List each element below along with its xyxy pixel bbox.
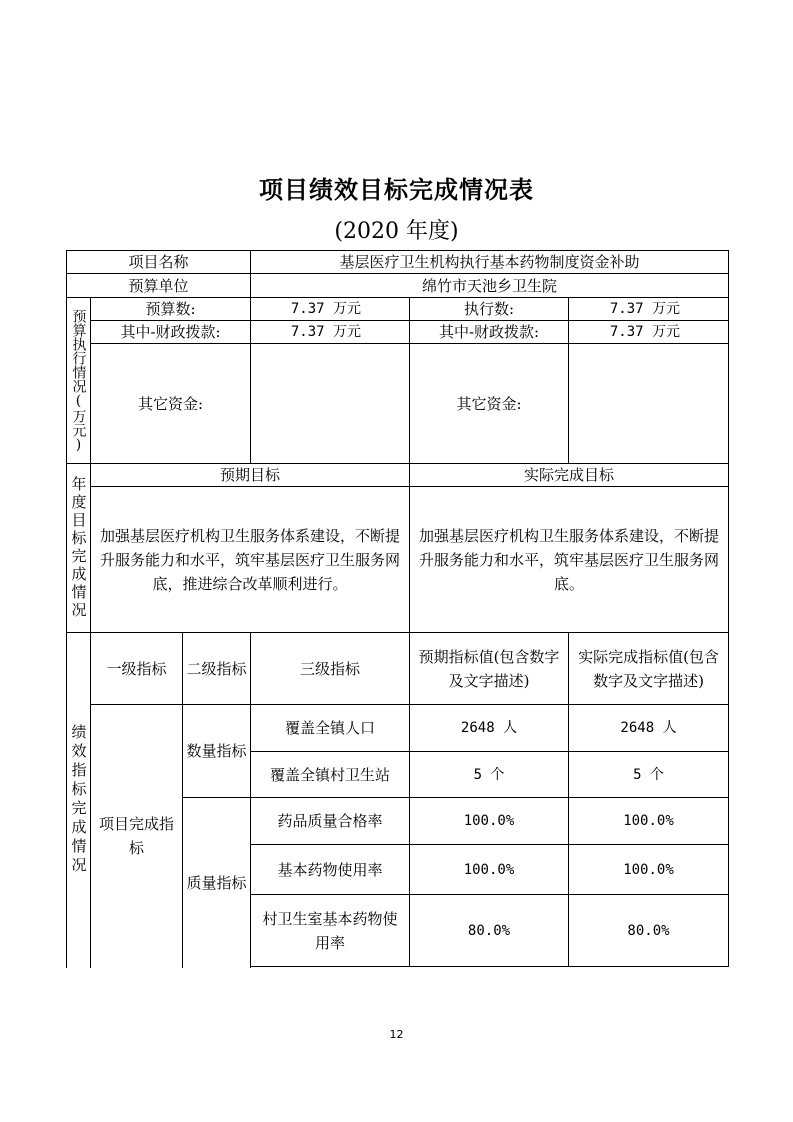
page-title: 项目绩效目标完成情况表: [259, 176, 534, 204]
header-expected: 预期指标值(包含数字及文字描述): [418, 647, 560, 690]
budget-unit-value: 绵竹市天池乡卫生院: [421, 276, 557, 295]
other-funds-label-left: 其它资金:: [137, 394, 204, 413]
fiscal-value-left: 7.37 万元: [290, 324, 361, 340]
budget-amount-value: 7.37 万元: [290, 301, 361, 317]
fiscal-label-left: 其中-财政拨款:: [120, 323, 221, 341]
actual-goal-label: 实际完成目标: [523, 466, 614, 484]
indicator-cell: 覆盖全镇村卫生站: [269, 765, 390, 784]
exec-amount-label: 执行数:: [463, 300, 515, 318]
expected-value-cell: 80.0%: [467, 922, 511, 939]
page-number: 12: [389, 1028, 404, 1041]
budget-unit-label: 预算单位: [128, 276, 189, 295]
actual-value-cell: 5 个: [633, 766, 664, 783]
grid-line: [250, 343, 251, 463]
expected-goal-text: 加强基层医疗机构卫生服务体系建设，不断提升服务能力和水平，筑牢基层医疗卫生服务网底，推进综合改革顺利进行。: [99, 526, 400, 593]
year-subtitle: (2020 年度): [334, 219, 459, 244]
actual-goal-text: 加强基层医疗机构卫生服务体系建设，不断提升服务能力和水平，筑牢基层医疗卫生服务网底。: [418, 526, 719, 593]
actual-value-cell: 2648 人: [620, 720, 677, 736]
header-actual: 实际完成指标值(包含数字及文字描述): [578, 647, 719, 690]
actual-value-cell: 80.0%: [627, 922, 670, 939]
fiscal-value-right: 7.37 万元: [609, 324, 680, 340]
fiscal-label-right: 其中-财政拨款:: [438, 323, 540, 341]
project-name-value: 基层医疗卫生机构执行基本药物制度资金补助: [339, 253, 640, 271]
expected-value-cell: 100.0%: [463, 861, 515, 878]
budget-exec-label: 预算执行情况(万元): [70, 308, 87, 453]
grid-line: [728, 250, 729, 967]
indicator-cell: 覆盖全镇人口: [284, 719, 375, 737]
actual-value-cell: 100.0%: [623, 861, 674, 878]
header-level1: 一级指标: [106, 659, 167, 678]
expected-goal-label: 预期目标: [219, 466, 280, 484]
expected-value-cell: 2648 人: [460, 720, 518, 736]
budget-amount-label: 预算数:: [145, 300, 196, 318]
perf-label: 绩效指标完成情况: [69, 724, 88, 876]
header-level3: 三级指标: [299, 659, 360, 678]
level2-quality: 质量指标: [186, 873, 247, 892]
exec-amount-value: 7.37 万元: [609, 301, 680, 317]
actual-value-cell: 100.0%: [623, 813, 674, 829]
expected-value-cell: 100.0%: [463, 813, 515, 829]
level2-quantity: 数量指标: [186, 742, 247, 760]
indicator-cell: 村卫生室基本药物使用率: [262, 909, 398, 952]
expected-value-cell: 5 个: [473, 766, 505, 783]
annual-goal-label: 年度目标完成情况: [69, 476, 88, 620]
level1-item: 项目完成指标: [98, 815, 174, 857]
other-funds-label-right: 其它资金:: [456, 394, 522, 413]
grid-line: [250, 966, 728, 967]
indicator-cell: 药品质量合格率: [277, 812, 383, 830]
header-level2: 二级指标: [186, 659, 247, 678]
project-name-label: 项目名称: [128, 253, 189, 271]
indicator-cell: 基本药物使用率: [277, 860, 383, 879]
